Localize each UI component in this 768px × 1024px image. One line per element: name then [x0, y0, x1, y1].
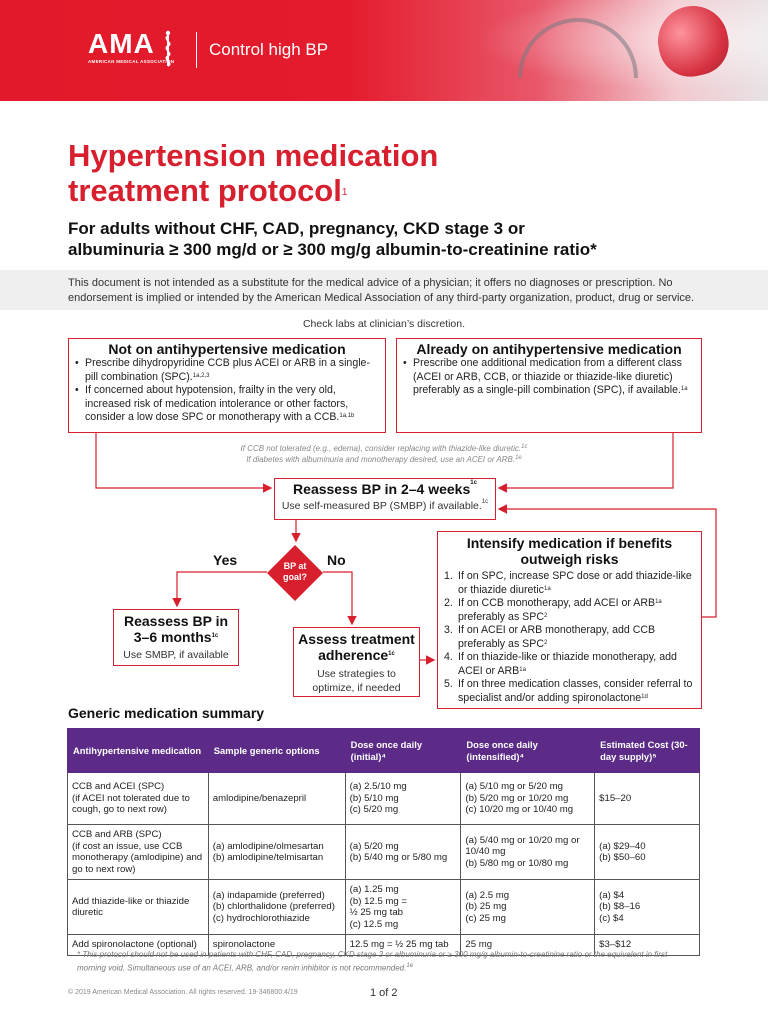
list-item: • If concerned about hypotension, frailty in the very old, increased risk of medication intolerance or other factors, consider a low dose SPC or monotherapy with a CCB.$^{1a,1b}$ — [75, 384, 379, 425]
page-number: 1 of 2 — [370, 987, 398, 999]
copyright: © 2019 American Medical Association. All rights reserved. 19-346800:4/19 — [68, 989, 298, 996]
reassess-2-4-weeks-box: Reassess BP in 2–4 weeks$^{1c}$ Use self-measured BP (SMBP) if available.$^{1c}$ — [274, 478, 496, 520]
medication-summary-table — [67, 728, 700, 956]
ama-logo: AMA AMERICAN MEDICAL ASSOCIATION — [88, 28, 175, 64]
list-item: 2. If on CCB monotherapy, add ACEI or $ARB^{1a}$ preferably as SPC$^2$ — [444, 597, 662, 623]
table-cell: spironolactone — [208, 935, 345, 956]
table-cell: (a) 5/10 mg or 5/20 mg (b) 5/20 mg or 10/20 mg (c) 10/20 mg or 10/40 mg — [461, 773, 595, 825]
table-cell: CCB and ACEI (SPC) (if ACEI not tolerated due to cough, go to next row) — [68, 773, 209, 825]
caduceus-icon — [160, 30, 176, 68]
intensify-medication-box: Intensify medication if benefits outweigh risks 1. If on SPC, increase SPC dose or add thiazide-like or thiazide diuretic$^{1a}$ 2. If on CCB monotherapy, add ACEI or $ARB^{1a}$ preferably as SPC$^2$ 3. If on ACEI or ARB monotherapy, add CCB preferably as SPC$^2$ 4. If on thiazide-like or thiazide monotherapy, add ACEI or $ARB^{1a}$ 5. If on three medication classes, consider referral to specialist and/or adding spironolactone$^{1d}$ — [437, 531, 702, 709]
decision-text: BP at goal? — [283, 561, 307, 582]
table-row — [68, 773, 700, 825]
not-on-heading: Not on antihypertensive medication — [108, 341, 346, 357]
no-label: No — [327, 552, 346, 568]
table-cell: CCB and ARB (SPC) (if cost an issue, use CCB monotherapy (amlodipine) and go to next row) — [68, 825, 209, 880]
table-cell: (a) 2.5/10 mg (b) 5/10 mg (c) 5/20 mg — [345, 773, 461, 825]
column-header: Estimated Cost (30-day supply)⁵ — [595, 729, 700, 773]
column-header: Sample generic options — [208, 729, 345, 773]
list-item: 1. If on SPC, increase SPC dose or add thiazide-like or thiazide diuretic$^{1a}$ — [444, 570, 692, 596]
table-row — [68, 880, 700, 935]
list-item: 3. If on ACEI or ARB monotherapy, add CCB preferably as SPC$^2$ — [444, 624, 656, 650]
header-tagline: Control high BP — [209, 40, 329, 59]
yes-label: Yes — [213, 552, 238, 568]
header-banner — [0, 0, 768, 101]
footnote: * This protocol should not be used in patients with CHF, CAD, pregnancy, CKD stage 3 or albuminuria or ≥ 300 mg/g albumin-to-creatinine ratio or the equivalent in first morning void. Simultaneous use of an ACEI, ARB, and/or renin inhibitor is not recommended.$^{1e}$ — [77, 950, 668, 973]
not-on-medication-box — [68, 338, 386, 433]
medication-summary-title: Generic medication summary — [68, 705, 265, 721]
table-cell: $15–20 — [595, 773, 700, 825]
table-cell: (a) 5/20 mg (b) 5/40 mg or 5/80 mg — [345, 825, 461, 880]
column-header: Dose once daily (initial)⁴ — [345, 729, 461, 773]
flow-notes: If CCB not tolerated (e.g., edema), consider replacing with thiazide-like diuretic.$^{1c}$ If diabetes with albuminuria and monotherapy desired, use an ACEI or ARB.$^{1e}$ — [240, 444, 528, 464]
table-cell: (a) $4 (b) $8–16 (c) $4 — [595, 880, 700, 935]
list-item: • Prescribe dihydropyridine CCB plus ACEI or ARB in a single-pill combination (SPC).$^{1a,2,3}$ — [75, 357, 379, 384]
column-header: Dose once daily (intensified)⁴ — [461, 729, 595, 773]
page-subtitle: For adults without CHF, CAD, pregnancy, CKD stage 3 or albuminuria ≥ 300 mg/d or ≥ 300 mg/g albumin-to-creatinine ratio* — [68, 219, 597, 259]
page-title: Hypertension medication treatment protocol$^1$ — [68, 138, 439, 208]
table-cell: 12.5 mg = ½ 25 mg tab — [345, 935, 461, 956]
reassess-3-6-months-box: Reassess BP in 3–6 months$^{1c}$ Use SMBP, if available — [113, 609, 239, 666]
already-on-heading: Already on antihypertensive medication — [416, 341, 682, 357]
table-cell: (a) amlodipine/olmesartan (b) amlodipine/telmisartan — [208, 825, 345, 880]
check-labs-note: Check labs at clinician’s discretion. — [302, 318, 466, 330]
table-cell: (a) indapamide (preferred) (b) chlorthalidone (preferred) (c) hydrochlorothiazide — [208, 880, 345, 935]
table-cell: (a) 5/40 mg or 10/20 mg or 10/40 mg (b) 5/80 mg or 10/80 mg — [461, 825, 595, 880]
assess-adherence-box: Assess treatment adherence$^{1c}$ Use strategies to optimize, if needed — [293, 627, 420, 697]
table-cell: Add spironolactone (optional) — [68, 935, 209, 956]
table-cell: amlodipine/benazepril — [208, 773, 345, 825]
table-cell: Add thiazide-like or thiazide diuretic — [68, 880, 209, 935]
table-row — [68, 825, 700, 880]
header-divider — [196, 32, 197, 68]
already-on-medication-box — [396, 338, 702, 433]
list-item: 5. If on three medication classes, consider referral to specialist and/or adding spironolactone$^{1d}$ — [444, 678, 693, 704]
table-cell: (a) 2.5 mg (b) 25 mg (c) 25 mg — [461, 880, 595, 935]
table-cell: 25 mg — [461, 935, 595, 956]
column-header: Antihypertensive medication — [68, 729, 209, 773]
table-header-row — [68, 729, 700, 773]
table-cell: (a) $29–40 (b) $50–60 — [595, 825, 700, 880]
list-item: 4. If on thiazide-like or thiazide monotherapy, add ACEI or $ARB^{1a}$ — [444, 651, 677, 677]
table-cell: $3–$12 — [595, 935, 700, 956]
list-item: • Prescribe one additional medication from a different class (ACEI or ARB, CCB, or thiazide or thiazide-like diuretic) preferably as a single-pill combination (SPC), if available.$^{1a}$ — [403, 357, 695, 398]
disclaimer: This document is not intended as a substitute for the medical advice of a physician; it offers no diagnoses or prescription. No endorsement is implied or intended by the American Medical Association of any third-party organization, product, drug or service. — [0, 270, 768, 310]
table-cell: (a) 1.25 mg (b) 12.5 mg = ½ 25 mg tab (c) 12.5 mg — [345, 880, 461, 935]
